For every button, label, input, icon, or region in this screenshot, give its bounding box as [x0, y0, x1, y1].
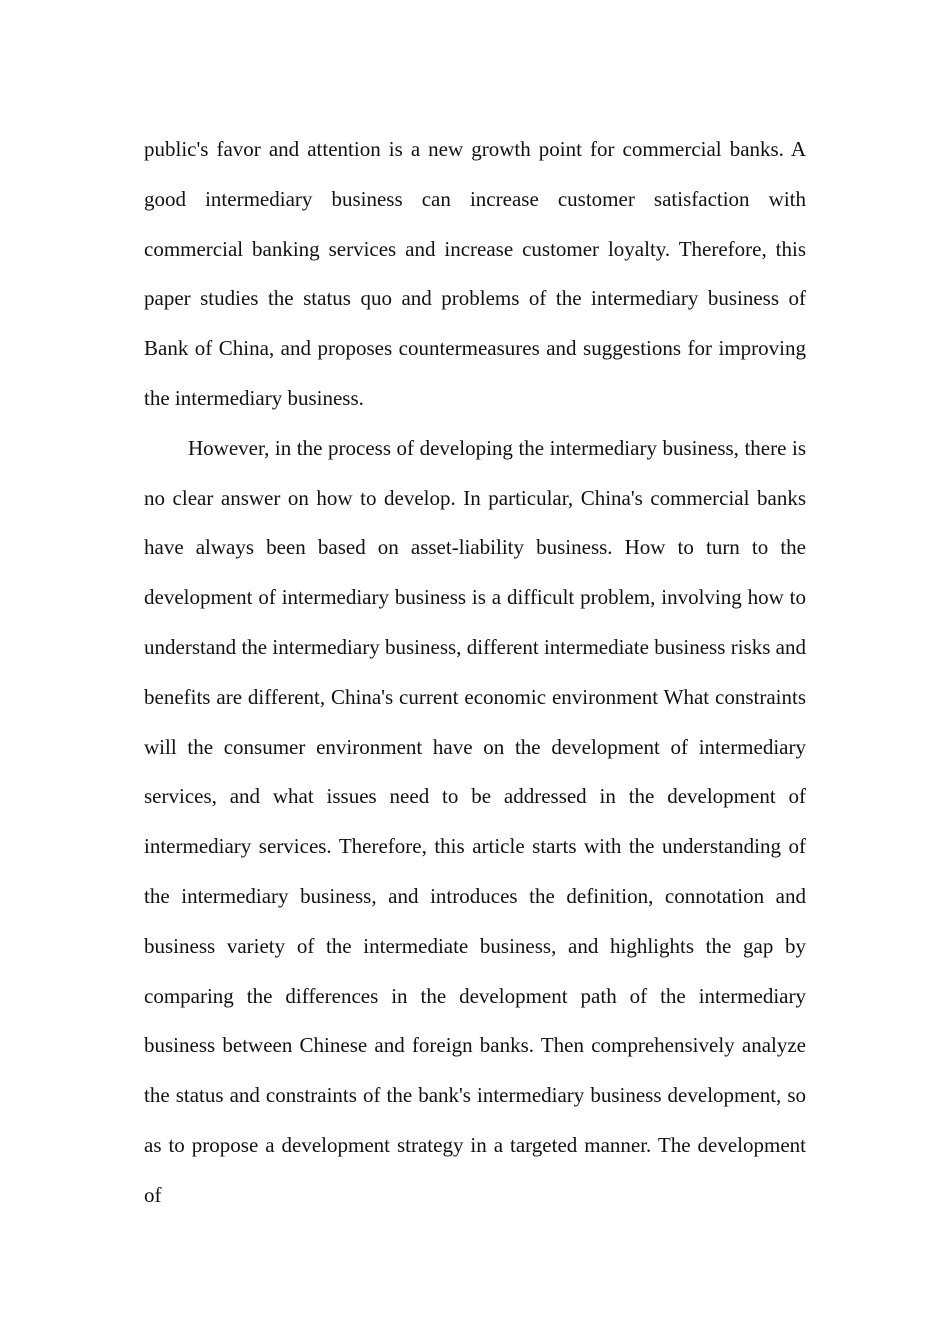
paragraph-continuation: public's favor and attention is a new growth point for commercial banks. A good intermediary business can increase customer satisfaction with commercial banking services and increase customer loyalty. Therefore, this paper studies the status quo and problems of the intermediary business of Bank of China, and proposes countermeasures and suggestions for improving the intermediary business.	[144, 137, 806, 410]
paragraph-however: However, in the process of developing the intermediary business, there is no clear answer on how to develop. In particular, China's commercial banks have always been based on asset-liability business. How to turn to the development of intermediary business is a difficult problem, involving how to understand the intermediary business, different intermediate business risks and benefits are different, China's current economic environment What constraints will the consumer environment have on the development of intermediary services, and what issues need to be addressed in the development of intermediary services. Therefore, this article starts with the understanding of the intermediary business, and introduces the definition, connotation and business variety of the intermediate business, and highlights the gap by comparing the differences in the development path of the intermediary business between Chinese and foreign banks. Then comprehensively analyze the status and constraints of the bank's intermediary business development, so as to propose a development strategy in a targeted manner. The development of	[144, 435, 806, 1207]
body-text	[144, 125, 806, 1221]
